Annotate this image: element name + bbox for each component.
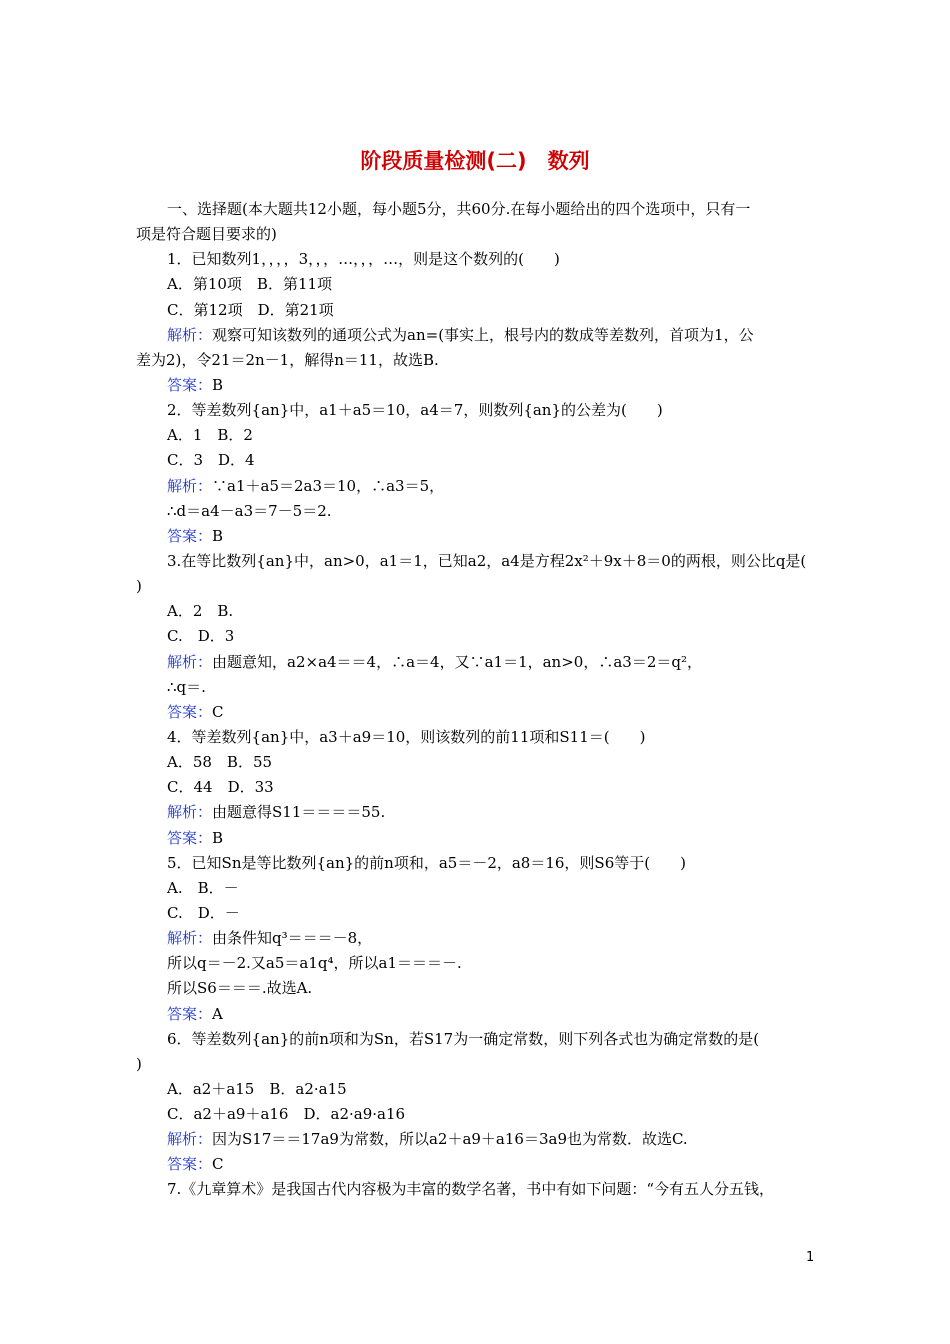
text-line xyxy=(136,599,816,624)
line-text: 1．已知数列1，，，，3，，，…，，，…，则是这个数列的( ) xyxy=(167,250,560,269)
line-text: 由题意得S11＝＝＝＝55. xyxy=(212,803,386,822)
line-text: 所以q＝－2.又a5＝a1q⁴，所以a1＝＝＝－. xyxy=(167,954,462,973)
text-line xyxy=(136,474,816,499)
answer-label: 答案： xyxy=(167,702,213,721)
answer-label: 解析： xyxy=(167,476,213,495)
line-text: C．a2＋a9＋a16 D．a2·a9·a16 xyxy=(167,1105,406,1124)
text-line xyxy=(136,423,816,448)
line-text: 所以S6＝＝＝.故选A. xyxy=(167,979,313,998)
text-line xyxy=(136,373,816,398)
text-line xyxy=(136,247,816,272)
text-line xyxy=(136,800,816,825)
line-text: C．3 D．4 xyxy=(167,451,255,470)
text-line xyxy=(136,826,816,851)
line-text: 由条件知q³＝＝＝－8， xyxy=(212,929,373,948)
text-line xyxy=(136,1102,816,1127)
text-line xyxy=(136,775,816,800)
text-line xyxy=(136,323,816,348)
line-text: C. D．3 xyxy=(167,627,235,646)
text-line xyxy=(136,1027,816,1052)
answer-label: 答案： xyxy=(167,526,213,545)
answer-label: 答案： xyxy=(167,828,213,847)
text-line xyxy=(136,725,816,750)
answer-label: 解析： xyxy=(167,803,213,822)
text-line xyxy=(136,524,816,549)
document-title: 阶段质量检测(二) 数列 xyxy=(360,149,590,173)
line-text: B xyxy=(212,526,224,545)
text-line xyxy=(136,1052,816,1077)
answer-label: 解析： xyxy=(167,652,213,671)
line-text: 2．等差数列{an}中，a1＋a5＝10，a4＝7，则数列{an}的公差为( ) xyxy=(167,401,663,420)
text-line xyxy=(136,448,816,473)
line-text: 由题意知，a2×a4＝＝4，∴a＝4，又∵a1＝1，an>0，∴a3＝2＝q²， xyxy=(212,652,702,671)
text-line xyxy=(136,650,816,675)
line-text: 4．等差数列{an}中，a3＋a9＝10，则该数列的前11项和S11＝( ) xyxy=(167,727,646,746)
line-text: C．第12项 D．第21项 xyxy=(167,300,334,319)
text-line xyxy=(136,272,816,297)
text-line xyxy=(136,675,816,700)
text-line xyxy=(136,1127,816,1152)
page-number: 1 xyxy=(806,1250,815,1265)
line-text: 差为2)，令21＝2n－1，解得n＝11，故选B. xyxy=(136,350,439,369)
line-text: 5．已知Sn是等比数列{an}的前n项和，a5＝－2，a8＝16，则S6等于( ) xyxy=(167,853,686,872)
line-text: ∴q＝. xyxy=(167,677,206,696)
text-line xyxy=(136,876,816,901)
line-text: ) xyxy=(136,1054,142,1073)
line-text: B xyxy=(212,375,224,394)
text-line xyxy=(136,951,816,976)
text-line xyxy=(136,1077,816,1102)
answer-label: 解析： xyxy=(167,929,213,948)
line-text: A xyxy=(212,1004,223,1023)
line-text: 一、选择题(本大题共12小题，每小题5分，共60分.在每小题给出的四个选项中，只有一 xyxy=(167,200,751,218)
line-text: A．1 B．2 xyxy=(167,426,253,445)
answer-label: 解析： xyxy=(167,1130,213,1149)
document-body xyxy=(136,197,816,1203)
line-text: 项是符合题目要求的) xyxy=(136,225,277,244)
text-line xyxy=(136,398,816,423)
line-text: B xyxy=(212,828,224,847)
line-text: 3.在等比数列{an}中，an>0，a1＝1，已知a2，a4是方程2x²＋9x＋8＝0的两根，则公比q是( xyxy=(167,551,807,570)
line-text: C xyxy=(212,702,224,721)
line-text: A．58 B．55 xyxy=(167,753,273,772)
line-text: A．2 B. xyxy=(167,602,234,621)
line-text: A．第10项 B．第11项 xyxy=(167,275,333,294)
text-line xyxy=(136,851,816,876)
answer-label: 解析： xyxy=(167,325,213,344)
line-text: ∵a1＋a5＝2a3＝10，∴a3＝5， xyxy=(212,476,445,495)
line-text: A. B．－ xyxy=(167,878,239,897)
line-text: ) xyxy=(136,577,142,596)
text-line xyxy=(136,298,816,323)
answer-label: 答案： xyxy=(167,1155,213,1174)
text-line xyxy=(136,926,816,951)
answer-label: 答案： xyxy=(167,1004,213,1023)
line-text: 6．等差数列{an}的前n项和为Sn，若S17为一确定常数，则下列各式也为确定常数的是( xyxy=(167,1029,760,1048)
text-line xyxy=(136,1002,816,1027)
text-line xyxy=(136,574,816,599)
line-text: C xyxy=(212,1155,224,1174)
text-line xyxy=(136,1177,816,1202)
text-line xyxy=(136,222,816,247)
line-text: 因为S17＝＝17a9为常数，所以a2＋a9＋a16＝3a9也为常数．故选C. xyxy=(212,1130,688,1149)
text-line xyxy=(136,976,816,1001)
line-text: ∴d＝a4－a3＝7－5＝2. xyxy=(167,501,332,520)
line-text: A．a2＋a15 B．a2·a15 xyxy=(167,1079,347,1098)
answer-label: 答案： xyxy=(167,375,213,394)
line-text: 观察可知该数列的通项公式为an=(事实上，根号内的数成等差数列，首项为1，公 xyxy=(212,325,754,344)
text-line xyxy=(136,1152,816,1177)
line-text: C．44 D．33 xyxy=(167,778,274,797)
text-line xyxy=(136,499,816,524)
line-text: 7.《九章算术》是我国古代内容极为丰富的数学名著，书中有如下问题：“今有五人分五钱， xyxy=(167,1180,774,1199)
text-line xyxy=(136,197,816,222)
text-line xyxy=(136,624,816,649)
text-line xyxy=(136,750,816,775)
text-line xyxy=(136,348,816,373)
text-line xyxy=(136,549,816,574)
line-text: C. D．－ xyxy=(167,903,240,922)
text-line xyxy=(136,700,816,725)
text-line xyxy=(136,901,816,926)
